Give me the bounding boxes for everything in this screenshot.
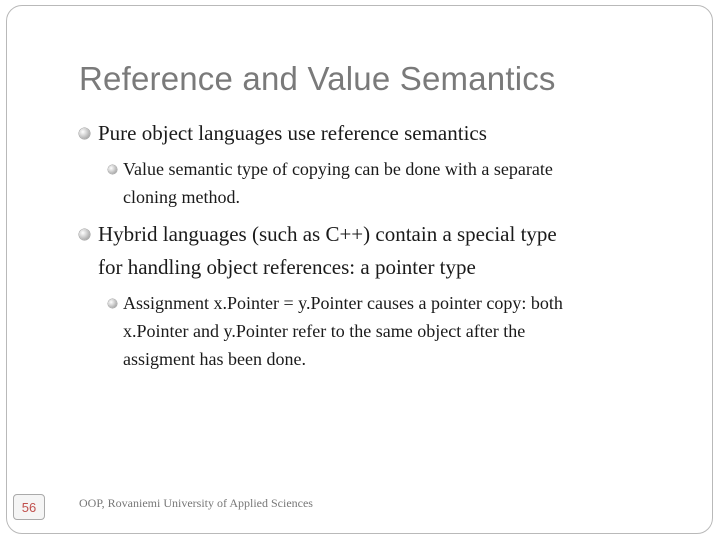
bullet-dot-icon xyxy=(108,165,117,174)
footer-text: OOP, Rovaniemi University of Applied Sciences xyxy=(79,496,313,510)
bullet-line: Hybrid languages (such as C++) contain a special type xyxy=(98,222,557,246)
slide-title: Reference and Value Semantics xyxy=(79,60,556,97)
bullet-dot-icon xyxy=(79,229,90,240)
sub-bullet-line: Assignment x.Pointer = y.Pointer causes a pointer copy: both xyxy=(123,293,563,313)
sub-bullet-line: x.Pointer and y.Pointer refer to the same object after the xyxy=(123,321,526,341)
bullet-dot-icon xyxy=(79,128,90,139)
bullet-reference-semantics xyxy=(79,117,487,150)
bullet-line: for handling object references: a pointer type xyxy=(98,255,476,279)
sub-bullet-line: assigment has been done. xyxy=(123,349,306,369)
bullet-hybrid-languages xyxy=(79,218,557,284)
page-number-badge: 56 xyxy=(13,494,45,520)
bullet-text: Pure object languages use reference semantics xyxy=(98,121,487,145)
bullet-dot-icon xyxy=(108,299,117,308)
sub-bullet-line: cloning method. xyxy=(123,187,240,207)
sub-bullet-cloning xyxy=(108,155,553,211)
sub-bullet-pointer-assignment xyxy=(108,289,563,373)
sub-bullet-line: Value semantic type of copying can be done with a separate xyxy=(123,159,553,179)
